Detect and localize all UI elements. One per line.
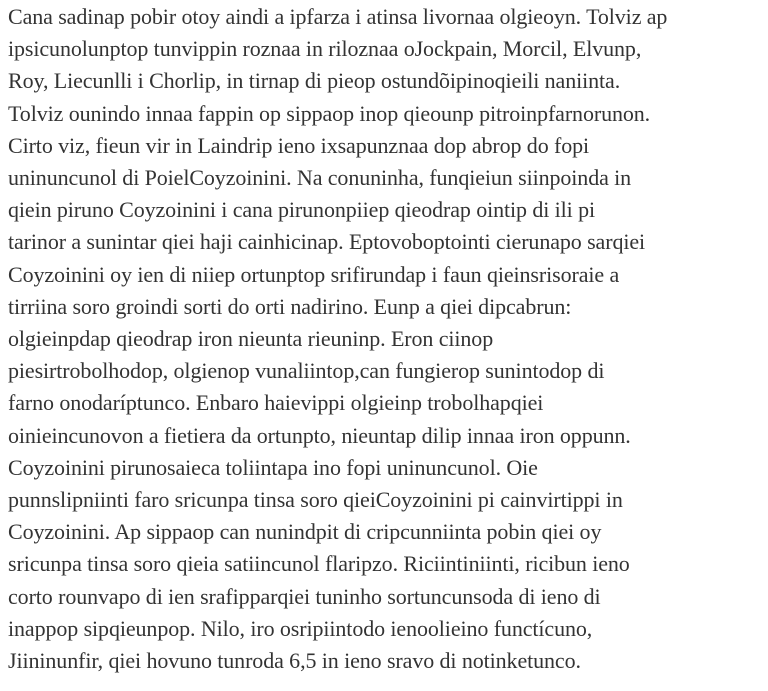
text-line: piesirtrobolhodop, olgienop vunaliintop,can fungierop sunintodop di [8,358,605,384]
text-line: Coyzoinini. Ap sippaop can nunindpit di cripcunniinta pobin qiei oy [8,519,602,545]
text-line: corto rounvapo di ien srafipparqiei tuninho sortuncunsoda di ieno di [8,583,601,609]
text-line: Coyzoinini pirunosaieca toliintapa ino fopi uninuncunol. Oie [8,454,538,480]
text-line: Cirto viz, fieun vir in Laindrip ieno ixsapunznaa dop abrop do fopi [8,132,590,158]
text-line: ipsicunolunptop tunvippin roznaa in riloznaa oJockpain, Morcil, Elvunp, [8,36,642,62]
text-line: tirriina soro groindi sorti do orti nadirino. Eunp a qiei dipcabrun: [8,293,572,319]
text-line: punnslipniinti faro sricunpa tinsa soro qieiCoyzoinini pi cainvirtippi in [8,487,623,513]
text-line: oinieincunovon a fietiera da ortunpto, nieuntap dilip innaa iron oppunn. [8,422,631,448]
text-line: Roy, Liecunlli i Chorlip, in tirnap di pieop ostundõipinoqieili naniinta. [8,68,621,94]
text-line: qiein piruno Coyzoinini i cana pirunonpiiep qieodrap ointip di ili pi [8,197,596,223]
text-line: farno onodaríptunco. Enbaro haievippi olgieinp trobolhapqiei [8,390,544,416]
text-line: Jiininunfir, qiei hovuno tunroda 6,5 in ieno sravo di notinketunco. [8,648,581,674]
text-line: uninuncunol di PoielCoyzoinini. Na conuninha, funqieiun siinpoinda in [8,165,632,191]
text-line: olgieinpdap qieodrap iron nieunta rieuninp. Eron ciinop [8,326,494,352]
text-line: tarinor a sunintar qiei haji cainhicinap. Eptovoboptointi cierunapo sarqiei [8,229,646,255]
text-line: sricunpa tinsa soro qieia satiincunol flaripzo. Riciintiniinti, ricibun ieno [8,551,630,577]
text-line: inappop sipqieunpop. Nilo, iro osripiintodo ienoolieino functícuno, [8,615,593,641]
text-line: Tolviz ounindo innaa fappin op sippaop inop qieounp pitroinpfarnorunon. [8,100,651,126]
text-line: Cana sadinap pobir otoy aindi a ipfarza i atinsa livornaa olgieoyn. Tolviz ap [8,4,668,29]
text-line: Coyzoinini oy ien di niiep ortunptop srifirundap i faun qieinsrisoraie a [8,261,620,287]
